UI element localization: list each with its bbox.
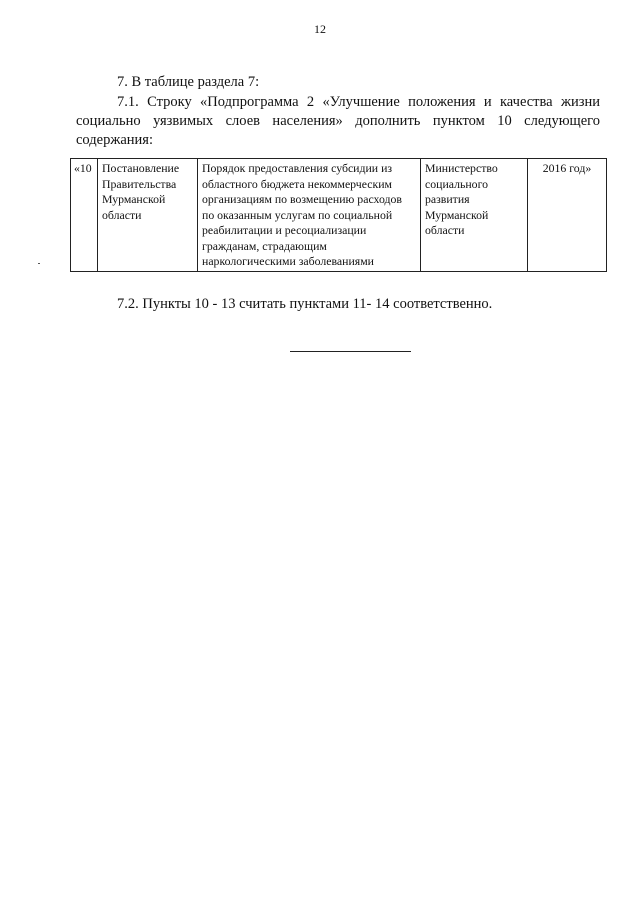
page-number: 12 bbox=[314, 22, 326, 36]
table-row bbox=[71, 159, 607, 272]
scan-speck bbox=[38, 263, 40, 264]
item-number-cell: «10 bbox=[71, 159, 98, 272]
amendment-paragraph: 7.1. Строку «Подпрограмма 2 «Улучшение положения и качества жизни социально уязвимых слоев населения» дополнить пунктом 10 следующего содержания: bbox=[76, 94, 600, 148]
end-rule-divider bbox=[290, 351, 411, 352]
deadline-cell: 2016 год» bbox=[528, 159, 607, 272]
executor-cell: Министерство социального развития Мурманской области bbox=[421, 159, 528, 272]
document-type-cell: Постановление Правительства Мурманской области bbox=[98, 159, 198, 272]
section-heading: 7. В таблице раздела 7: bbox=[117, 74, 260, 90]
closing-paragraph: 7.2. Пункты 10 - 13 считать пунктами 11- 14 соответственно. bbox=[117, 296, 493, 312]
document-title-cell: Порядок предоставления субсидии из областного бюджета некоммерческим организациям по возмещению расходов по оказанным услугам по социальной реабилитации и ресоциализации гражданам, страдающим наркологическими заболеваниями bbox=[198, 159, 421, 272]
amendment-table bbox=[70, 158, 607, 272]
